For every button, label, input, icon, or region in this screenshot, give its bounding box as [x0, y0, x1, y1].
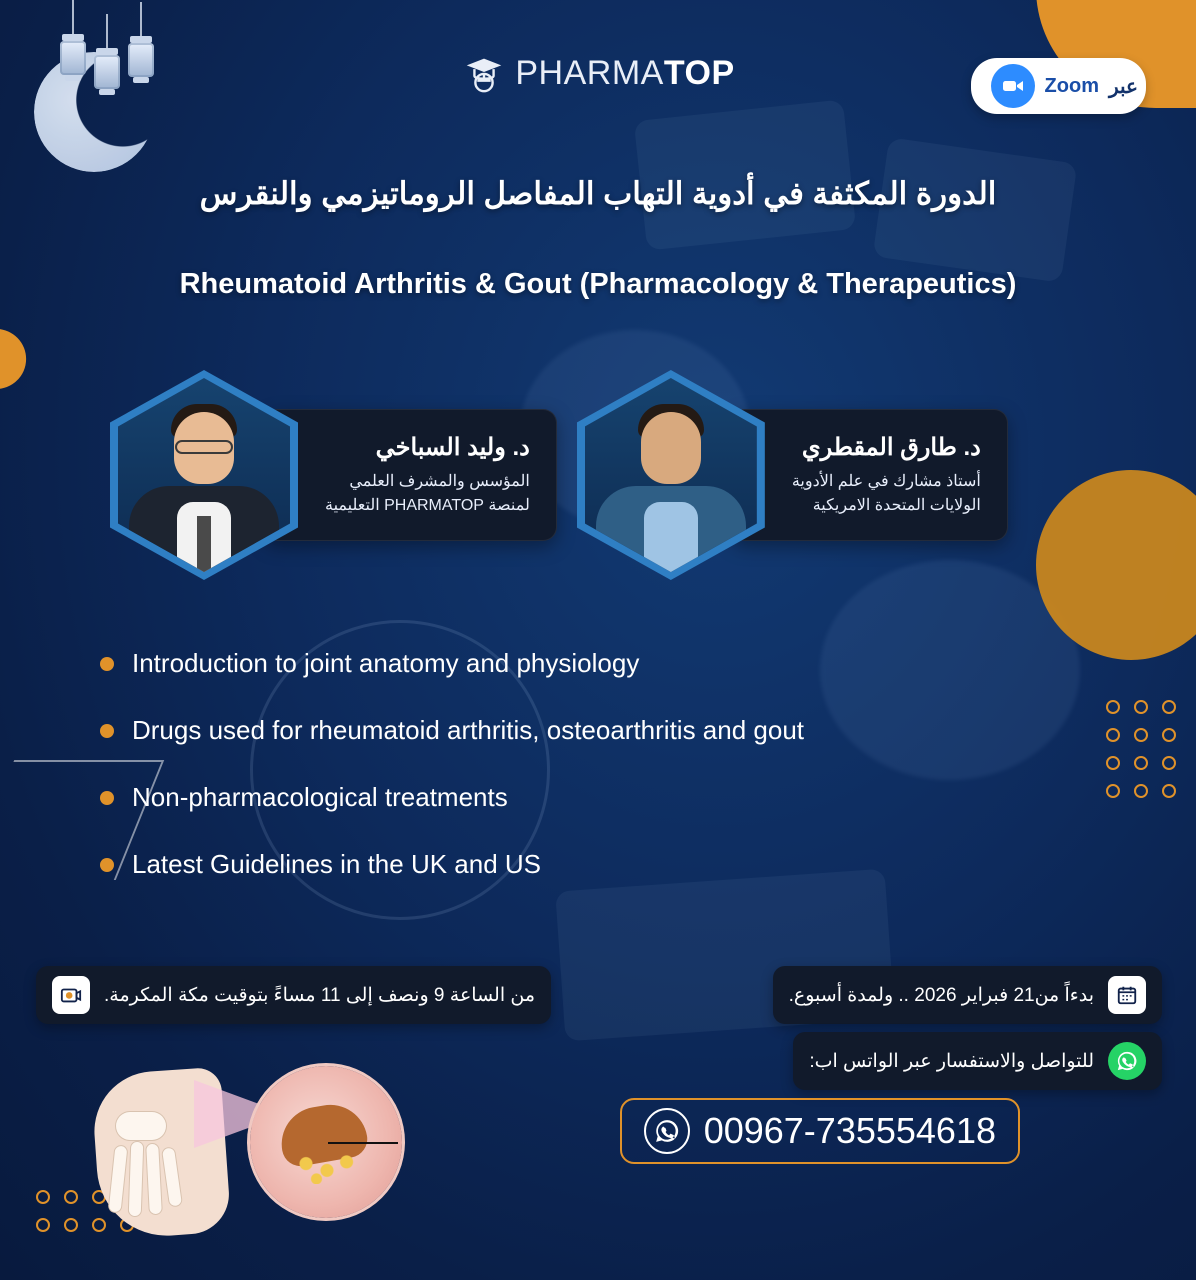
speakers-section: [110, 370, 1136, 580]
page-title-english: Rheumatoid Arthritis & Gout (Pharmacology & Therapeutics): [179, 268, 1017, 300]
zoom-via-label: عبر: [1108, 75, 1138, 98]
page-title-arabic: الدورة المكثفة في أدوية التهاب المفاصل الروماتيزمي والنقرس: [199, 176, 997, 211]
course-time-text: من الساعة 9 ونصف إلى 11 مساءً بتوقيت مكة المكرمة.: [104, 984, 536, 1006]
speaker-role-line1: المؤسس والمشرف العلمي: [349, 472, 530, 490]
course-date-chip: [773, 966, 1162, 1024]
course-time-chip: [36, 966, 551, 1024]
speaker-role-line2: لمنصة PHARMATOP التعليمية: [325, 496, 530, 514]
topics-list: [100, 648, 804, 916]
whatsapp-icon: [1108, 1042, 1146, 1080]
speaker-name: د. طارق المقطري: [801, 433, 981, 461]
list-item: [100, 782, 804, 813]
clock-camera-icon: [52, 976, 90, 1014]
urate-crystals: [292, 1150, 362, 1184]
avatar: [577, 370, 765, 580]
whatsapp-contact-chip[interactable]: [793, 1032, 1162, 1090]
topic-text: Drugs used for rheumatoid arthritis, osteoarthritis and gout: [132, 715, 805, 745]
brand-name-secondary: TOP: [663, 53, 735, 92]
corner-accent-left: [0, 325, 32, 394]
portrait-speaker-1: [118, 378, 290, 572]
speaker-role-line1: أستاذ مشارك في علم الأدوية: [791, 472, 981, 490]
bone-shape: [129, 1142, 144, 1216]
pointer-line: [328, 1142, 398, 1144]
gout-foot-illustration: [86, 1056, 406, 1236]
portrait-speaker-2: [585, 378, 757, 572]
bg-decor-rect: [634, 99, 856, 250]
topic-text: Latest Guidelines in the UK and US: [132, 849, 542, 879]
whatsapp-contact-text: للتواصل والاستفسار عبر الواتس اب:: [809, 1050, 1094, 1072]
list-item: [100, 648, 804, 679]
bullet-dot-icon: [100, 657, 114, 671]
bullet-dot-icon: [100, 724, 114, 738]
calendar-icon: [1108, 976, 1146, 1014]
brand-name-primary: PHARMA: [515, 53, 664, 92]
bullet-dot-icon: [100, 791, 114, 805]
whatsapp-icon: [644, 1108, 690, 1154]
video-camera-icon: [991, 64, 1035, 108]
list-item: [100, 849, 804, 880]
speaker-role-line2: الولايات المتحدة الامريكية: [812, 496, 981, 514]
avatar: [110, 370, 298, 580]
speaker-card: [577, 370, 1008, 580]
phone-number-box[interactable]: [620, 1098, 1020, 1164]
speaker-card: [110, 370, 557, 580]
speaker-info: [264, 409, 557, 541]
zoom-platform-label: Zoom: [1044, 74, 1099, 97]
topic-text: Introduction to joint anatomy and physiology: [132, 648, 640, 678]
graduation-cap-mortar-pestle-icon: [461, 50, 507, 96]
speaker-name: د. وليد السباخي: [375, 433, 530, 461]
speaker-info: [731, 409, 1008, 541]
zoom-badge[interactable]: [971, 58, 1146, 114]
bullet-dot-icon: [100, 858, 114, 872]
bone-shape: [116, 1112, 166, 1140]
topic-text: Non-pharmacological treatments: [132, 782, 508, 812]
list-item: [100, 715, 804, 746]
phone-number-text: 00967-735554618: [703, 1110, 996, 1151]
course-date-text: بدءاً من21 فبراير 2026 .. ولمدة أسبوع.: [788, 984, 1094, 1006]
dot-pattern-right: [1106, 700, 1176, 798]
